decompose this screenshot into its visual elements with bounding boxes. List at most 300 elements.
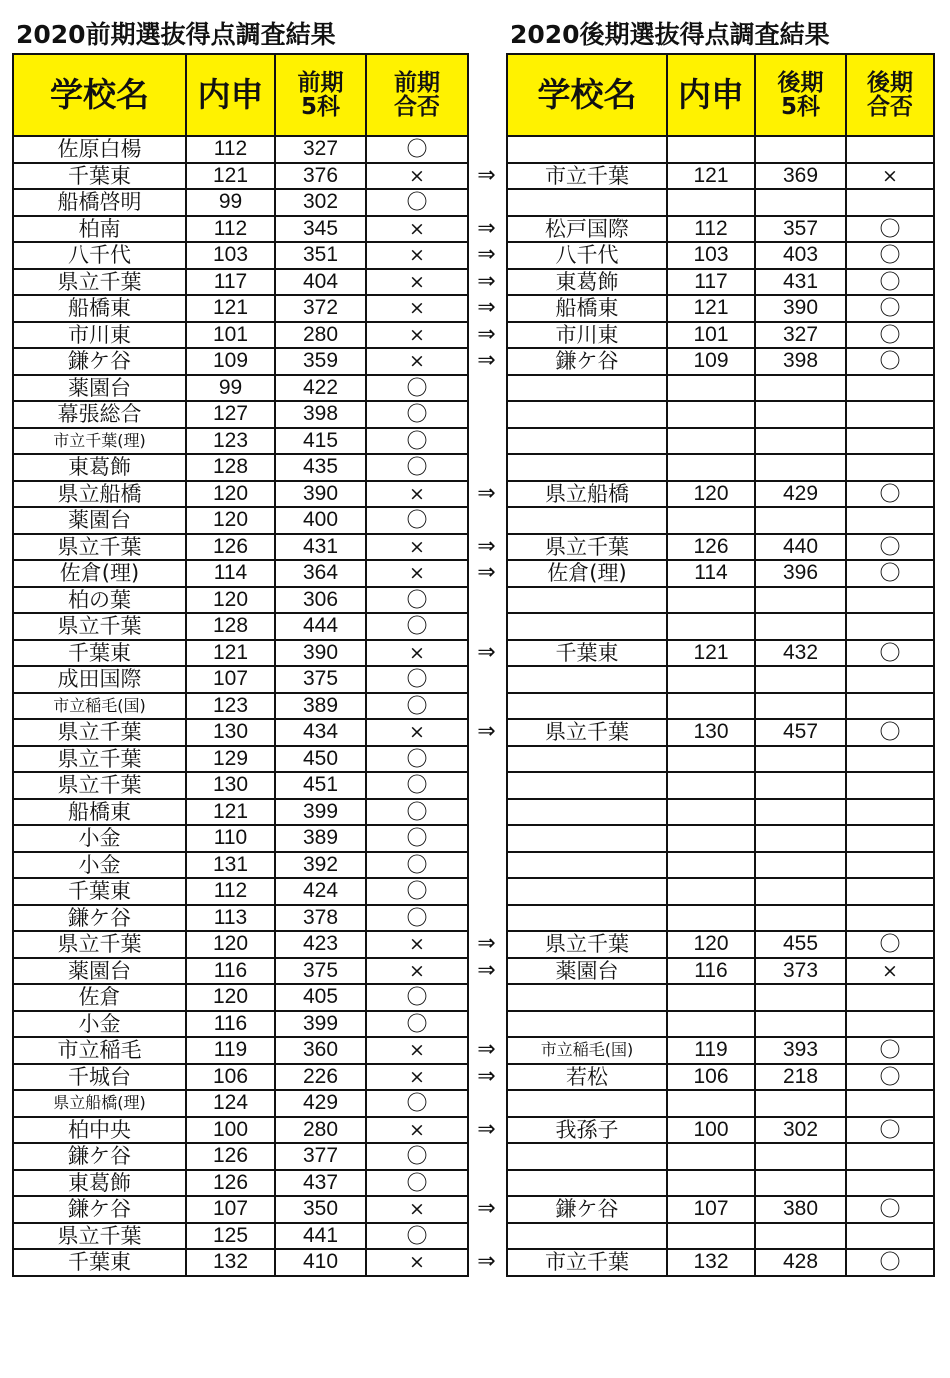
result-cell: 〇: [846, 560, 934, 587]
naishin-cell: [667, 375, 755, 402]
school-name-cell: 市川東: [507, 322, 667, 349]
table-row: [13, 322, 468, 349]
arrow-spacer: [467, 878, 506, 905]
naishin-cell: [667, 772, 755, 799]
table-row: [13, 640, 468, 667]
school-name-cell: 若松: [507, 1064, 667, 1091]
score-cell: 437: [275, 1170, 366, 1197]
score-cell: [755, 454, 846, 481]
result-cell: ×: [366, 322, 468, 349]
score-cell: 302: [275, 189, 366, 216]
table-row: [507, 984, 934, 1011]
result-cell: [846, 772, 934, 799]
score-cell: 218: [755, 1064, 846, 1091]
table-header-row: [13, 54, 468, 136]
table-row: [13, 401, 468, 428]
result-cell: ×: [366, 242, 468, 269]
arrow-spacer: [467, 401, 506, 428]
school-name-cell: [507, 136, 667, 163]
result-cell: 〇: [846, 640, 934, 667]
table-row: [507, 587, 934, 614]
score-cell: 392: [275, 852, 366, 879]
result-cell: [846, 852, 934, 879]
score-cell: 373: [755, 958, 846, 985]
naishin-cell: 109: [186, 348, 275, 375]
result-cell: [846, 136, 934, 163]
table-row: [13, 481, 468, 508]
table-row: [507, 242, 934, 269]
naishin-cell: 113: [186, 905, 275, 932]
arrow-spacer: [467, 799, 506, 826]
naishin-cell: 120: [667, 931, 755, 958]
table-row: [507, 878, 934, 905]
score-cell: 444: [275, 613, 366, 640]
result-cell: ×: [366, 481, 468, 508]
school-name-cell: [507, 613, 667, 640]
result-cell: [846, 587, 934, 614]
score-cell: 399: [275, 1011, 366, 1038]
result-cell: [846, 746, 934, 773]
school-name-cell: [507, 984, 667, 1011]
table-row: [13, 931, 468, 958]
naishin-cell: [667, 587, 755, 614]
school-name-cell: 鎌ケ谷: [507, 1196, 667, 1223]
school-name-cell: 八千代: [13, 242, 186, 269]
naishin-cell: [667, 746, 755, 773]
result-cell: 〇: [846, 216, 934, 243]
table-row: [507, 1011, 934, 1038]
result-cell: 〇: [846, 1037, 934, 1064]
table-row: [507, 348, 934, 375]
result-cell: 〇: [846, 242, 934, 269]
score-header-line1: 後期: [777, 69, 824, 96]
naishin-cell: 124: [186, 1090, 275, 1117]
school-name-cell: 県立千葉: [13, 534, 186, 561]
score-cell: 364: [275, 560, 366, 587]
naishin-cell: [667, 984, 755, 1011]
result-cell: 〇: [846, 719, 934, 746]
school-name-cell: 薬園台: [507, 958, 667, 985]
table-row: [13, 242, 468, 269]
school-name-cell: 薬園台: [13, 375, 186, 402]
score-cell: [755, 984, 846, 1011]
school-name-cell: 我孫子: [507, 1117, 667, 1144]
school-name-cell: [507, 905, 667, 932]
result-cell: ×: [366, 1249, 468, 1276]
naishin-cell: [667, 1170, 755, 1197]
table-row: [13, 1143, 468, 1170]
naishin-cell: 99: [186, 189, 275, 216]
result-cell: [846, 1170, 934, 1197]
score-cell: [755, 1011, 846, 1038]
table-row: [13, 772, 468, 799]
score-cell: 302: [755, 1117, 846, 1144]
naishin-cell: 112: [186, 216, 275, 243]
table-row: [507, 1143, 934, 1170]
school-name-cell: 小金: [13, 825, 186, 852]
table-row: [507, 931, 934, 958]
arrow-spacer: [467, 613, 506, 640]
score-cell: 435: [275, 454, 366, 481]
school-name-cell: [507, 1090, 667, 1117]
school-name-cell: [507, 507, 667, 534]
table-row: [507, 189, 934, 216]
transition-arrow-icon: ⇒: [477, 1196, 496, 1221]
school-name-cell: 県立千葉: [507, 931, 667, 958]
school-name-cell: 市川東: [13, 322, 186, 349]
school-name-cell: 千城台: [13, 1064, 186, 1091]
score-cell: 440: [755, 534, 846, 561]
result-header: [366, 54, 468, 136]
result-header-line2: 合否: [867, 94, 913, 120]
result-cell: ×: [366, 163, 468, 190]
table-row: [13, 852, 468, 879]
naishin-cell: 100: [667, 1117, 755, 1144]
table-row: [507, 852, 934, 879]
school-name-cell: [507, 1143, 667, 1170]
score-cell: 455: [755, 931, 846, 958]
score-cell: 280: [275, 1117, 366, 1144]
table-header-row: [507, 54, 934, 136]
table-row: [507, 322, 934, 349]
school-name-cell: 東葛飾: [13, 454, 186, 481]
naishin-cell: 103: [667, 242, 755, 269]
naishin-cell: 101: [186, 322, 275, 349]
result-cell: [846, 454, 934, 481]
result-cell: 〇: [846, 269, 934, 296]
table-row: [507, 905, 934, 932]
table-row: [507, 719, 934, 746]
naishin-cell: 119: [667, 1037, 755, 1064]
table-row: [13, 428, 468, 455]
zenki-results-table: [12, 53, 469, 1277]
school-name-cell: 市立稲毛: [13, 1037, 186, 1064]
score-cell: 350: [275, 1196, 366, 1223]
table-row: [13, 666, 468, 693]
table-row: [507, 693, 934, 720]
school-name-cell: 船橋東: [507, 295, 667, 322]
table-row: [507, 1037, 934, 1064]
result-cell: [846, 428, 934, 455]
table-row: [13, 507, 468, 534]
result-cell: 〇: [366, 878, 468, 905]
table-row: [13, 958, 468, 985]
score-cell: 378: [275, 905, 366, 932]
arrow-spacer: [467, 852, 506, 879]
arrow-spacer: [467, 772, 506, 799]
naishin-cell: 126: [667, 534, 755, 561]
naishin-cell: 106: [667, 1064, 755, 1091]
result-cell: 〇: [366, 375, 468, 402]
transition-arrow-icon: ⇒: [477, 215, 496, 241]
result-cell: 〇: [366, 1170, 468, 1197]
naishin-cell: 121: [186, 163, 275, 190]
result-header-line1: 後期: [867, 69, 913, 96]
school-name-cell: [507, 772, 667, 799]
score-cell: [755, 189, 846, 216]
result-header: [846, 54, 934, 136]
score-cell: [755, 905, 846, 932]
score-header-line2: 5科: [780, 94, 820, 120]
school-name-cell: 柏南: [13, 216, 186, 243]
table-row: [13, 454, 468, 481]
score-cell: [755, 587, 846, 614]
score-cell: 360: [275, 1037, 366, 1064]
naishin-cell: 120: [667, 481, 755, 508]
naishin-cell: 112: [186, 878, 275, 905]
naishin-cell: 116: [186, 958, 275, 985]
table-row: [13, 1064, 468, 1091]
naishin-cell: [667, 613, 755, 640]
naishin-cell: 121: [186, 295, 275, 322]
result-cell: 〇: [846, 931, 934, 958]
table-row: [507, 1090, 934, 1117]
score-header-line1: 前期: [297, 69, 344, 96]
table-row: [13, 1170, 468, 1197]
table-row: [13, 216, 468, 243]
score-cell: 327: [275, 136, 366, 163]
transition-arrow-icon: ⇒: [477, 321, 496, 347]
score-cell: 226: [275, 1064, 366, 1091]
school-name-cell: 千葉東: [507, 640, 667, 667]
score-cell: [755, 1223, 846, 1250]
school-name-cell: 八千代: [507, 242, 667, 269]
naishin-cell: 130: [186, 719, 275, 746]
naishin-cell: 125: [186, 1223, 275, 1250]
arrow-spacer: [467, 375, 506, 402]
score-cell: 428: [755, 1249, 846, 1276]
naishin-cell: 123: [186, 693, 275, 720]
naishin-cell: 132: [186, 1249, 275, 1276]
school-name-cell: 船橋東: [13, 799, 186, 826]
school-name-cell: 市立千葉(理): [13, 428, 186, 455]
transition-arrow-icon: ⇒: [477, 639, 496, 665]
arrow-spacer: [467, 666, 506, 693]
naishin-cell: 126: [186, 1143, 275, 1170]
result-cell: 〇: [366, 1223, 468, 1250]
arrow-spacer: [467, 1011, 506, 1038]
score-cell: 431: [275, 534, 366, 561]
score-cell: 457: [755, 719, 846, 746]
transition-arrow-icon: ⇒: [477, 957, 496, 983]
score-cell: [755, 1170, 846, 1197]
kouki-title: 2020後期選抜得点調査結果: [510, 20, 830, 49]
school-name-cell: [507, 693, 667, 720]
school-name-cell: [507, 587, 667, 614]
naishin-cell: 127: [186, 401, 275, 428]
naishin-cell: 120: [186, 984, 275, 1011]
naishin-cell: 131: [186, 852, 275, 879]
naishin-cell: 101: [667, 322, 755, 349]
result-cell: ×: [366, 295, 468, 322]
result-cell: 〇: [846, 322, 934, 349]
score-cell: 451: [275, 772, 366, 799]
table-row: [13, 984, 468, 1011]
transition-arrow-icon: ⇒: [477, 719, 496, 744]
school-name-cell: 県立千葉: [13, 746, 186, 773]
result-cell: ×: [846, 958, 934, 985]
score-cell: 357: [755, 216, 846, 243]
school-name-cell: 県立千葉: [13, 613, 186, 640]
school-name-cell: [507, 375, 667, 402]
school-name-cell: 鎌ケ谷: [13, 905, 186, 932]
result-cell: 〇: [846, 1249, 934, 1276]
naishin-cell: 114: [186, 560, 275, 587]
naishin-cell: [667, 401, 755, 428]
table-row: [507, 216, 934, 243]
school-name-cell: 薬園台: [13, 958, 186, 985]
table-row: [507, 375, 934, 402]
naishin-cell: [667, 799, 755, 826]
naishin-cell: 107: [667, 1196, 755, 1223]
score-cell: [755, 428, 846, 455]
table-row: [13, 1249, 468, 1276]
result-cell: ×: [366, 216, 468, 243]
table-row: [507, 454, 934, 481]
transition-arrow-icon: ⇒: [477, 295, 496, 320]
table-row: [13, 613, 468, 640]
school-name-cell: 県立船橋: [13, 481, 186, 508]
result-cell: [846, 1223, 934, 1250]
result-cell: 〇: [366, 772, 468, 799]
table-row: [507, 746, 934, 773]
school-name-cell: 県立千葉: [507, 534, 667, 561]
result-cell: 〇: [366, 666, 468, 693]
result-cell: 〇: [366, 454, 468, 481]
naishin-cell: 106: [186, 1064, 275, 1091]
arrow-spacer: [467, 1223, 506, 1250]
table-row: [507, 1196, 934, 1223]
arrow-spacer: [467, 693, 506, 720]
naishin-cell: 103: [186, 242, 275, 269]
score-cell: 380: [755, 1196, 846, 1223]
score-header: [275, 54, 366, 136]
school-name-cell: 東葛飾: [13, 1170, 186, 1197]
result-cell: [846, 189, 934, 216]
school-name-cell: 船橋東: [13, 295, 186, 322]
naishin-cell: 126: [186, 1170, 275, 1197]
table-row: [507, 666, 934, 693]
naishin-cell: [667, 852, 755, 879]
result-cell: 〇: [846, 295, 934, 322]
arrow-spacer: [467, 1090, 506, 1117]
naishin-cell: [667, 825, 755, 852]
score-cell: 389: [275, 825, 366, 852]
arrow-spacer: [467, 746, 506, 773]
score-cell: 389: [275, 693, 366, 720]
score-cell: [755, 878, 846, 905]
result-cell: [846, 507, 934, 534]
table-row: [13, 905, 468, 932]
naishin-cell: [667, 878, 755, 905]
naishin-cell: [667, 189, 755, 216]
school-name-cell: [507, 401, 667, 428]
score-cell: 403: [755, 242, 846, 269]
result-cell: ×: [366, 560, 468, 587]
result-cell: [846, 375, 934, 402]
school-name-cell: [507, 852, 667, 879]
naishin-cell: [667, 693, 755, 720]
school-name-cell: [507, 454, 667, 481]
score-cell: 369: [755, 163, 846, 190]
naishin-cell: 110: [186, 825, 275, 852]
arrow-spacer: [467, 1170, 506, 1197]
school-name-cell: 市立千葉: [507, 1249, 667, 1276]
score-cell: 431: [755, 269, 846, 296]
score-cell: 429: [755, 481, 846, 508]
score-cell: 434: [275, 719, 366, 746]
score-cell: 393: [755, 1037, 846, 1064]
school-name-cell: [507, 825, 667, 852]
score-cell: 306: [275, 587, 366, 614]
table-row: [507, 613, 934, 640]
school-name-cell: 千葉東: [13, 878, 186, 905]
school-name-cell: 小金: [13, 852, 186, 879]
result-cell: ×: [366, 719, 468, 746]
school-name-header: 学校名: [13, 54, 186, 136]
school-name-cell: [507, 799, 667, 826]
arrow-spacer: [467, 428, 506, 455]
result-cell: 〇: [366, 984, 468, 1011]
score-header-line2: 5科: [300, 94, 340, 120]
naishin-cell: [667, 507, 755, 534]
school-name-cell: 佐原白楊: [13, 136, 186, 163]
transition-arrow-icon: ⇒: [477, 1037, 496, 1062]
score-cell: 450: [275, 746, 366, 773]
school-name-cell: 市立稲毛(国): [507, 1037, 667, 1064]
result-cell: 〇: [366, 428, 468, 455]
table-row: [507, 1249, 934, 1276]
score-cell: 377: [275, 1143, 366, 1170]
table-row: [13, 799, 468, 826]
table-row: [507, 1170, 934, 1197]
score-cell: [755, 852, 846, 879]
naishin-cell: [667, 1090, 755, 1117]
naishin-cell: 121: [667, 163, 755, 190]
table-row: [13, 560, 468, 587]
score-cell: 424: [275, 878, 366, 905]
arrow-spacer: [467, 984, 506, 1011]
score-cell: [755, 772, 846, 799]
table-row: [13, 1090, 468, 1117]
result-cell: 〇: [366, 136, 468, 163]
table-row: [13, 1011, 468, 1038]
school-name-cell: 市立稲毛(国): [13, 693, 186, 720]
result-cell: 〇: [846, 534, 934, 561]
result-cell: [846, 666, 934, 693]
score-cell: 423: [275, 931, 366, 958]
score-cell: 432: [755, 640, 846, 667]
school-name-header: 学校名: [507, 54, 667, 136]
zenki-title: 2020前期選抜得点調査結果: [16, 20, 336, 49]
naishin-cell: 121: [186, 640, 275, 667]
school-name-cell: [507, 428, 667, 455]
result-cell: ×: [366, 1117, 468, 1144]
table-row: [13, 136, 468, 163]
naishin-cell: 100: [186, 1117, 275, 1144]
naishin-cell: 121: [667, 640, 755, 667]
naishin-cell: 107: [186, 666, 275, 693]
score-cell: 398: [755, 348, 846, 375]
school-name-cell: 東葛飾: [507, 269, 667, 296]
naishin-cell: 129: [186, 746, 275, 773]
table-row: [13, 348, 468, 375]
table-row: [507, 481, 934, 508]
transition-arrow-icon: ⇒: [477, 560, 496, 585]
result-cell: ×: [846, 163, 934, 190]
result-cell: [846, 1143, 934, 1170]
table-row: [507, 772, 934, 799]
